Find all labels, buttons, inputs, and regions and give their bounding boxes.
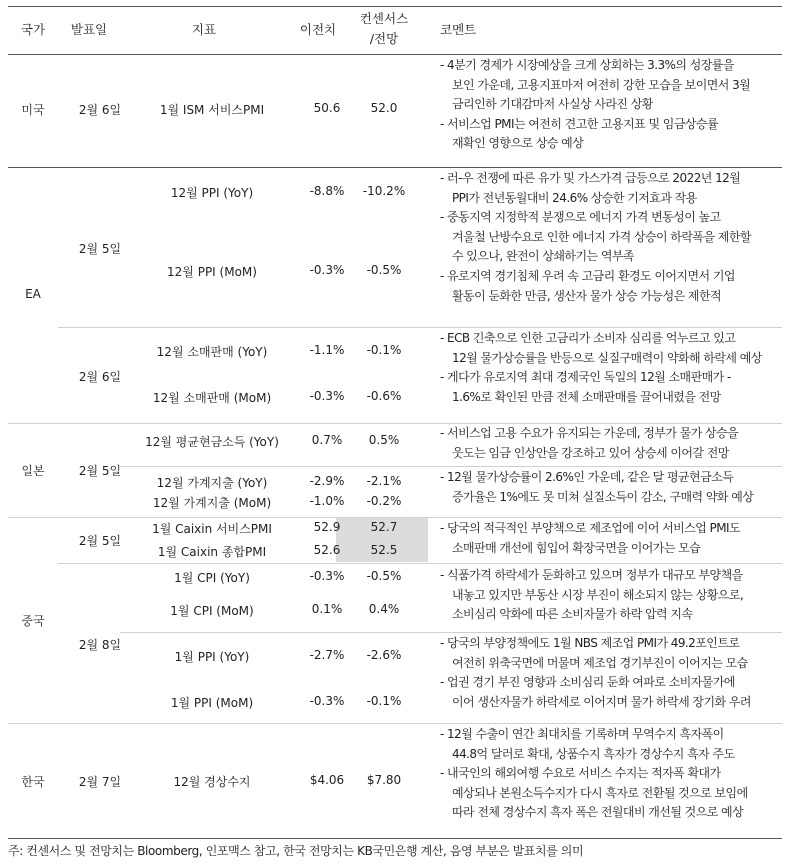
comment-line: 수 있으나, 완전이 상쇄하기는 역부족 [452, 249, 634, 264]
prev-value-cell: 52.6 [313, 543, 341, 557]
indicator-cell: 12월 평균현금소득 (YoY) [145, 435, 279, 449]
footnote: 주: 컨센서스 및 전망치는 Bloomberg, 인포맥스 참고, 한국 전망치는 KB국민은행 계산, 음영 부분은 발표치를 의미 [8, 844, 584, 858]
prev-value-cell: 0.7% [311, 433, 343, 447]
section-rule-us [8, 167, 782, 168]
consensus-value-cell: 52.7 [370, 520, 398, 534]
table-bottom-rule [8, 838, 782, 839]
consensus-value-cell: -10.2% [362, 184, 406, 198]
prev-value-cell: -0.3% [309, 263, 345, 277]
comment-line: 웃도는 임금 인상안을 강조하고 있어 상승세 이어갈 전망 [452, 445, 729, 460]
country-us: 미국 [21, 103, 45, 117]
prev-value-cell: -2.9% [309, 474, 345, 488]
cn-inner-rule-2 [120, 632, 782, 633]
comment-cn-ppi [440, 634, 780, 712]
comment-line: - 서비스업 PMI는 여전히 견고한 고용지표 및 임금상승률 [440, 116, 718, 131]
country-cn: 중국 [21, 614, 45, 628]
indicator-cell: 1월 CPI (YoY) [174, 571, 250, 585]
indicator-cell: 1월 ISM 서비스PMI [159, 103, 265, 117]
consensus-value-cell: $7.80 [366, 773, 402, 787]
country-ea: EA [25, 287, 41, 301]
comment-jp-wage [440, 424, 780, 463]
consensus-value-cell: 0.5% [368, 433, 400, 447]
comment-line: 이어 생산자물가 하락세로 이어지며 물가 하락세 장기화 우려 [452, 694, 751, 709]
country-jp: 일본 [21, 464, 45, 478]
comment-line: 보인 가운데, 고용지표마저 여전히 강한 모습을 보이면서 3월 [452, 77, 751, 92]
prev-value-cell: -2.7% [309, 648, 345, 662]
comment-cn-caixin [440, 519, 780, 558]
prev-value-cell: 50.6 [313, 101, 341, 115]
comment-line: 금리인하 기대감마저 사실상 사라진 상황 [452, 97, 653, 112]
consensus-value-cell: -0.6% [366, 389, 402, 403]
comment-jp-spend [440, 468, 780, 507]
comment-line: - 식품가격 하락세가 둔화하고 있으며 정부가 대규모 부양책을 [440, 568, 743, 582]
prev-value-cell: -1.0% [309, 494, 345, 508]
indicator-cell: 12월 소매판매 (YoY) [156, 345, 268, 359]
comment-ea-ppi [440, 169, 780, 306]
comment-line: 소매판매 개선에 힘입어 확장국면을 이어가는 모습 [452, 540, 701, 555]
comment-line: - 당국의 부양정책에도 1월 NBS 제조업 PMI가 49.2포인트로 [440, 636, 740, 650]
cn-inner-rule-1 [58, 563, 782, 564]
comment-cn-cpi [440, 566, 780, 625]
comment-line: - 당국의 적극적인 부양책으로 제조업에 이어 서비스업 PMI도 [440, 521, 741, 535]
header-consensus-1: 컨센서스 [359, 11, 409, 26]
indicator-cell: 1월 CPI (MoM) [170, 604, 254, 618]
header-consensus-2: /전망 [369, 31, 399, 46]
prev-value-cell: -1.1% [309, 343, 345, 357]
comment-line: 재확인 영향으로 상승 예상 [452, 136, 584, 151]
comment-line: 1.6%로 확인된 만큼 전체 소매판매를 끌어내렸을 전망 [452, 389, 721, 404]
date-jp: 2월 5일 [78, 464, 122, 478]
comment-line: 여전히 위축국면에 머물며 제조업 경기부진이 이어지는 모습 [452, 655, 748, 670]
country-kr: 한국 [21, 775, 45, 789]
indicator-cell: 1월 PPI (YoY) [174, 650, 250, 664]
comment-us [440, 56, 780, 154]
indicator-cell: 12월 PPI (YoY) [170, 186, 254, 200]
prev-value-cell: 52.9 [313, 520, 341, 534]
comment-line: - ECB 긴축으로 인한 고금리가 소비자 심리를 억누르고 있고 [440, 331, 736, 345]
comment-line: - 12월 수출이 연간 최대치를 기록하며 무역수지 흑자폭이 [440, 727, 724, 741]
comment-line: - 게다가 유로지역 최대 경제국인 독일의 12월 소매판매가 - [440, 370, 731, 385]
comment-line: 내놓고 있지만 부동산 시장 부진이 해소되지 않는 상황으로, [452, 587, 744, 602]
indicator-cell: 12월 경상수지 [173, 775, 251, 789]
consensus-value-cell: -2.6% [366, 648, 402, 662]
consensus-value-cell: -0.1% [366, 343, 402, 357]
prev-value-cell: -0.3% [309, 694, 345, 708]
comment-line: - 4분기 경제가 시장예상을 크게 상회하는 3.3%의 성장률을 [440, 58, 734, 72]
consensus-value-cell: -0.5% [366, 263, 402, 277]
indicator-cell: 1월 Caixin 서비스PMI [152, 522, 272, 536]
indicator-cell: 12월 가계지출 (MoM) [152, 496, 272, 510]
comment-line: 44.8억 달러로 확대, 상품수지 흑자가 경상수지 흑자 주도 [452, 746, 735, 761]
header-date: 발표일 [70, 22, 108, 37]
consensus-value-cell: -0.5% [366, 569, 402, 583]
ea-inner-rule [58, 327, 782, 328]
date-ea-1: 2월 5일 [78, 242, 122, 256]
consensus-value-cell: 52.0 [370, 101, 398, 115]
prev-value-cell: -0.3% [309, 389, 345, 403]
prev-value-cell: $4.06 [309, 773, 345, 787]
comment-line: 12월 물가상승률을 반등으로 실질구매력이 약화해 하락세 예상 [452, 350, 762, 365]
table-top-rule [8, 6, 782, 7]
comment-line: - 중동지역 지정학적 분쟁으로 에너지 가격 변동성이 높고 [440, 210, 721, 225]
header-prev: 이전치 [299, 22, 337, 37]
comment-kr [440, 725, 780, 823]
comment-line: - 유로지역 경기침체 우려 속 고금리 환경도 이어지면서 기업 [440, 268, 735, 283]
consensus-value-cell: -0.2% [366, 494, 402, 508]
indicator-cell: 12월 PPI (MoM) [167, 265, 257, 279]
indicator-cell: 12월 소매판매 (MoM) [152, 391, 272, 405]
comment-line: 소비심리 악화에 따른 소비자물가 하락 압력 지속 [452, 607, 693, 622]
comment-line: - 서비스업 고용 수요가 유지되는 가운데, 정부가 물가 상승을 [440, 426, 739, 440]
consensus-value-cell: 0.4% [368, 602, 400, 616]
comment-line: - 12월 물가상승률이 2.6%인 가운데, 같은 달 평균현금소득 [440, 470, 734, 484]
comment-line: 예상되나 본원소득수지가 다시 흑자로 전환될 것으로 보임에 [452, 785, 748, 800]
indicator-cell: 1월 Caixin 종합PMI [157, 545, 267, 559]
comment-line: - 러-우 전쟁에 따른 유가 및 가스가격 급등으로 2022년 12월 [440, 171, 741, 185]
comment-line: 활동이 둔화한 만큼, 생산자 물가 상승 가능성은 제한적 [452, 288, 722, 303]
comment-line: 증가율은 1%에도 못 미쳐 실질소득이 감소, 구매력 약화 예상 [452, 489, 754, 504]
comment-line: 겨울철 난방수요로 인한 에너지 가격 상승이 하락폭을 제한할 [452, 229, 751, 244]
section-rule-cn [8, 723, 782, 724]
header-bottom-rule [8, 54, 782, 55]
consensus-value-cell: -0.1% [366, 694, 402, 708]
prev-value-cell: -0.3% [309, 569, 345, 583]
comment-line: - 내국인의 해외여행 수요로 서비스 수지는 적자폭 확대가 [440, 766, 721, 781]
comment-line: - 업권 경기 부진 영향과 소비심리 둔화 여파로 소비자물가에 [440, 675, 735, 690]
indicator-cell: 1월 PPI (MoM) [170, 696, 254, 710]
prev-value-cell: 0.1% [311, 602, 343, 616]
consensus-value-cell: -2.1% [366, 474, 402, 488]
comment-line: PPI가 전년동월대비 24.6% 상승한 기저효과 작용 [452, 190, 697, 205]
header-indicator: 지표 [191, 22, 217, 37]
comment-ea-retail [440, 329, 780, 407]
jp-inner-rule [120, 466, 782, 467]
date-ea-2: 2월 6일 [78, 370, 122, 384]
date-cn-1: 2월 5일 [78, 534, 122, 548]
header-country: 국가 [20, 22, 46, 37]
indicator-cell: 12월 가계지출 (YoY) [156, 476, 268, 490]
date-kr: 2월 7일 [78, 775, 122, 789]
date-us: 2월 6일 [78, 103, 122, 117]
consensus-value-cell: 52.5 [370, 543, 398, 557]
date-cn-2: 2월 8일 [78, 638, 122, 652]
prev-value-cell: -8.8% [309, 184, 345, 198]
comment-line: 따라 전체 경상수지 흑자 폭은 전월대비 개선될 것으로 예상 [452, 805, 744, 820]
header-comment: 코멘트 [440, 22, 477, 37]
